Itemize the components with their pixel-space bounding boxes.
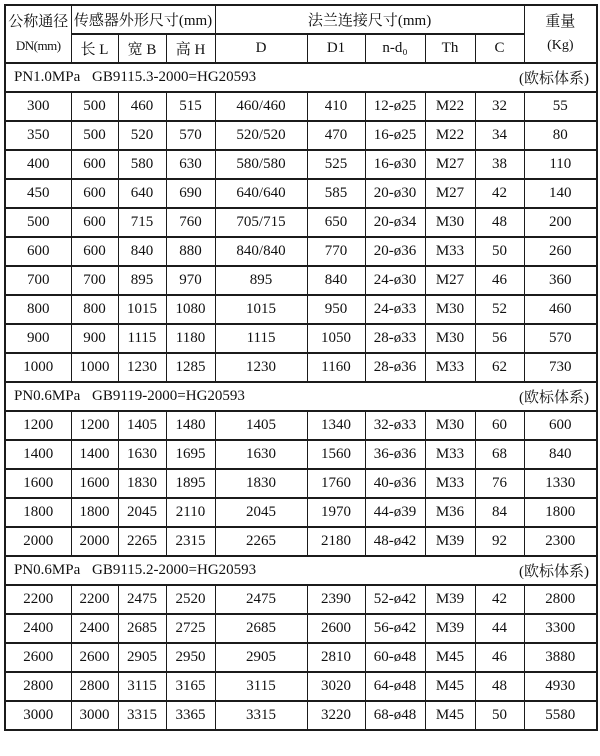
table-cell: 2180	[307, 527, 365, 556]
section-header-content	[6, 386, 596, 407]
table-row	[5, 469, 597, 498]
table-cell: 1405	[118, 411, 166, 440]
table-cell: 46	[475, 643, 524, 672]
table-row	[5, 179, 597, 208]
table-cell: 3020	[307, 672, 365, 701]
header-col-c: C	[475, 34, 524, 63]
table-cell: 1115	[215, 324, 307, 353]
table-cell: 2315	[166, 527, 215, 556]
table-cell: M39	[425, 585, 475, 614]
table-cell: 2475	[118, 585, 166, 614]
table-cell: 1600	[71, 469, 118, 498]
table-cell: M33	[425, 237, 475, 266]
table-cell: 2200	[5, 585, 71, 614]
spec-table	[4, 4, 598, 731]
table-cell: 3880	[524, 643, 597, 672]
table-cell: 600	[71, 150, 118, 179]
table-cell: 1000	[71, 353, 118, 382]
table-cell: 34	[475, 121, 524, 150]
table-cell: 2265	[118, 527, 166, 556]
table-cell: 1050	[307, 324, 365, 353]
standard-code-label: GB9115.2-2000=HG20593	[92, 562, 257, 578]
table-row	[5, 498, 597, 527]
table-cell: 56	[475, 324, 524, 353]
table-cell: 3300	[524, 614, 597, 643]
table-cell: 715	[118, 208, 166, 237]
system-note-label: (欧标体系)	[519, 390, 590, 406]
table-cell: 60-ø48	[365, 643, 425, 672]
header-dn-title: 公称通径	[8, 14, 69, 30]
table-cell: M27	[425, 179, 475, 208]
table-cell: 705/715	[215, 208, 307, 237]
table-cell: 1400	[5, 440, 71, 469]
section-header-content	[6, 560, 596, 581]
section-header-row	[5, 556, 597, 585]
table-cell: 570	[524, 324, 597, 353]
table-cell: 450	[5, 179, 71, 208]
table-cell: 640	[118, 179, 166, 208]
header-row-1	[5, 5, 597, 34]
table-cell: 48	[475, 672, 524, 701]
table-row	[5, 701, 597, 730]
table-cell: 1830	[215, 469, 307, 498]
table-cell: 580/580	[215, 150, 307, 179]
table-cell: 110	[524, 150, 597, 179]
table-cell: 760	[166, 208, 215, 237]
table-cell: 1160	[307, 353, 365, 382]
table-cell: 5580	[524, 701, 597, 730]
header-col-height: 高 H	[166, 34, 215, 63]
header-col-width: 宽 B	[118, 34, 166, 63]
table-cell: 1340	[307, 411, 365, 440]
table-row	[5, 92, 597, 121]
table-row	[5, 353, 597, 382]
table-cell: 1695	[166, 440, 215, 469]
table-cell: 1800	[71, 498, 118, 527]
table-cell: 2045	[215, 498, 307, 527]
table-cell: 1230	[118, 353, 166, 382]
table-cell: M30	[425, 295, 475, 324]
table-cell: 515	[166, 92, 215, 121]
table-cell: 3000	[71, 701, 118, 730]
table-cell: 1330	[524, 469, 597, 498]
table-cell: 2600	[71, 643, 118, 672]
table-cell: 880	[166, 237, 215, 266]
table-cell: 770	[307, 237, 365, 266]
table-cell: 20-ø34	[365, 208, 425, 237]
table-cell: 1600	[5, 469, 71, 498]
table-cell: M30	[425, 208, 475, 237]
table-cell: 44-ø39	[365, 498, 425, 527]
table-cell: 60	[475, 411, 524, 440]
table-row	[5, 411, 597, 440]
table-cell: 1405	[215, 411, 307, 440]
table-row	[5, 585, 597, 614]
table-row	[5, 121, 597, 150]
table-cell: 1480	[166, 411, 215, 440]
table-cell: 360	[524, 266, 597, 295]
pressure-rating-label: PN0.6MPa	[14, 562, 81, 578]
table-cell: 630	[166, 150, 215, 179]
table-cell: 52	[475, 295, 524, 324]
table-cell: M27	[425, 266, 475, 295]
standard-code-label: GB9115.3-2000=HG20593	[92, 69, 257, 85]
table-cell: 2000	[5, 527, 71, 556]
table-cell: 500	[71, 121, 118, 150]
table-cell: 1015	[118, 295, 166, 324]
table-cell: 500	[5, 208, 71, 237]
table-cell: 64-ø48	[365, 672, 425, 701]
table-cell: 840	[524, 440, 597, 469]
table-cell: 2045	[118, 498, 166, 527]
table-cell: 2810	[307, 643, 365, 672]
table-cell: M33	[425, 353, 475, 382]
table-cell: M36	[425, 498, 475, 527]
table-cell: 520	[118, 121, 166, 150]
table-cell: 20-ø30	[365, 179, 425, 208]
table-cell: 2600	[307, 614, 365, 643]
table-cell: 50	[475, 237, 524, 266]
table-cell: 56-ø42	[365, 614, 425, 643]
table-cell: 3220	[307, 701, 365, 730]
table-cell: 470	[307, 121, 365, 150]
table-cell: 3000	[5, 701, 71, 730]
pressure-rating-label: PN0.6MPa	[14, 388, 81, 404]
section-header-row	[5, 382, 597, 411]
table-row	[5, 237, 597, 266]
table-cell: 1000	[5, 353, 71, 382]
table-row	[5, 266, 597, 295]
table-cell: 1800	[5, 498, 71, 527]
table-cell: 2110	[166, 498, 215, 527]
table-cell: 600	[71, 208, 118, 237]
table-cell: 2390	[307, 585, 365, 614]
table-cell: 42	[475, 585, 524, 614]
table-cell: 62	[475, 353, 524, 382]
table-cell: 44	[475, 614, 524, 643]
table-cell: 900	[5, 324, 71, 353]
table-cell: 1830	[118, 469, 166, 498]
header-weight-sub: (Kg)	[547, 38, 574, 53]
table-cell: 48-ø42	[365, 527, 425, 556]
table-cell: 3315	[215, 701, 307, 730]
system-note-label: (欧标体系)	[519, 71, 590, 87]
table-cell: 1285	[166, 353, 215, 382]
table-cell: 580	[118, 150, 166, 179]
table-cell: 20-ø36	[365, 237, 425, 266]
table-cell: 460	[524, 295, 597, 324]
table-cell: 2400	[71, 614, 118, 643]
table-cell: 2800	[5, 672, 71, 701]
header-col-th: Th	[425, 34, 475, 63]
header-weight	[524, 5, 597, 63]
table-cell: 600	[524, 411, 597, 440]
table-cell: 690	[166, 179, 215, 208]
header-row-2	[5, 34, 597, 63]
table-cell: 3315	[118, 701, 166, 730]
table-cell: 38	[475, 150, 524, 179]
table-cell: 700	[71, 266, 118, 295]
table-cell: 68-ø48	[365, 701, 425, 730]
table-cell: M45	[425, 643, 475, 672]
table-header	[5, 5, 597, 63]
table-cell: 950	[307, 295, 365, 324]
section-header-cell	[5, 382, 597, 411]
table-cell: 1630	[118, 440, 166, 469]
table-cell: 1760	[307, 469, 365, 498]
table-row	[5, 672, 597, 701]
table-cell: 520/520	[215, 121, 307, 150]
table-cell: 2300	[524, 527, 597, 556]
table-cell: M39	[425, 527, 475, 556]
table-row	[5, 295, 597, 324]
table-cell: 585	[307, 179, 365, 208]
table-cell: M30	[425, 324, 475, 353]
table-row	[5, 440, 597, 469]
table-cell: 42	[475, 179, 524, 208]
table-cell: 80	[524, 121, 597, 150]
table-cell: 2725	[166, 614, 215, 643]
table-cell: 84	[475, 498, 524, 527]
table-cell: M45	[425, 672, 475, 701]
table-cell: 700	[5, 266, 71, 295]
header-flange-group: 法兰连接尺寸(mm)	[215, 5, 524, 34]
table-cell: 68	[475, 440, 524, 469]
table-cell: M22	[425, 121, 475, 150]
section-header-cell	[5, 63, 597, 92]
header-dn-sub: DN(mm)	[15, 38, 61, 53]
table-cell: 2685	[118, 614, 166, 643]
table-cell: 32	[475, 92, 524, 121]
header-col-nd0: n-d₀	[365, 34, 425, 63]
table-cell: 410	[307, 92, 365, 121]
table-cell: 840	[307, 266, 365, 295]
table-cell: 36-ø36	[365, 440, 425, 469]
standard-code-label: GB9119-2000=HG20593	[92, 388, 245, 404]
table-cell: 525	[307, 150, 365, 179]
table-cell: 1630	[215, 440, 307, 469]
table-cell: 3165	[166, 672, 215, 701]
table-cell: 600	[71, 237, 118, 266]
table-cell: 2950	[166, 643, 215, 672]
table-cell: 3115	[118, 672, 166, 701]
table-cell: 3115	[215, 672, 307, 701]
table-cell: 3365	[166, 701, 215, 730]
pressure-rating-label: PN1.0MPa	[14, 69, 81, 85]
table-cell: 970	[166, 266, 215, 295]
table-row	[5, 643, 597, 672]
table-cell: 1200	[5, 411, 71, 440]
table-cell: 460/460	[215, 92, 307, 121]
table-cell: 200	[524, 208, 597, 237]
section-header-content	[6, 67, 596, 88]
table-cell: 1080	[166, 295, 215, 324]
table-cell: 32-ø33	[365, 411, 425, 440]
table-cell: 48	[475, 208, 524, 237]
table-cell: 2905	[215, 643, 307, 672]
table-cell: M39	[425, 614, 475, 643]
table-cell: 24-ø33	[365, 295, 425, 324]
header-dn	[5, 5, 71, 63]
table-cell: 1230	[215, 353, 307, 382]
table-cell: M33	[425, 469, 475, 498]
table-cell: 1015	[215, 295, 307, 324]
table-cell: 12-ø25	[365, 92, 425, 121]
table-cell: 600	[71, 179, 118, 208]
header-col-length: 长 L	[71, 34, 118, 63]
table-cell: M45	[425, 701, 475, 730]
table-cell: 1895	[166, 469, 215, 498]
table-cell: 2600	[5, 643, 71, 672]
table-cell: 2905	[118, 643, 166, 672]
table-cell: 1560	[307, 440, 365, 469]
table-cell: 1115	[118, 324, 166, 353]
table-row	[5, 150, 597, 179]
table-cell: 50	[475, 701, 524, 730]
table-cell: 350	[5, 121, 71, 150]
table-cell: 16-ø25	[365, 121, 425, 150]
table-cell: 500	[71, 92, 118, 121]
table-cell: 1970	[307, 498, 365, 527]
table-cell: 24-ø30	[365, 266, 425, 295]
table-body	[5, 63, 597, 730]
table-cell: M30	[425, 411, 475, 440]
table-cell: 16-ø30	[365, 150, 425, 179]
header-sensor-group: 传感器外形尺寸(mm)	[71, 5, 215, 34]
table-cell: 640/640	[215, 179, 307, 208]
table-cell: 28-ø33	[365, 324, 425, 353]
table-row	[5, 324, 597, 353]
table-cell: 2400	[5, 614, 71, 643]
table-cell: M33	[425, 440, 475, 469]
table-cell: 840/840	[215, 237, 307, 266]
table-cell: 895	[215, 266, 307, 295]
table-cell: 460	[118, 92, 166, 121]
table-cell: 52-ø42	[365, 585, 425, 614]
section-header-row	[5, 63, 597, 92]
header-col-d1: D1	[307, 34, 365, 63]
system-note-label: (欧标体系)	[519, 564, 590, 580]
header-col-d: D	[215, 34, 307, 63]
table-cell: 2475	[215, 585, 307, 614]
table-cell: 800	[71, 295, 118, 324]
table-cell: 2800	[524, 585, 597, 614]
table-cell: 1400	[71, 440, 118, 469]
table-cell: 800	[5, 295, 71, 324]
table-cell: M27	[425, 150, 475, 179]
table-cell: 40-ø36	[365, 469, 425, 498]
table-cell: 650	[307, 208, 365, 237]
table-cell: 1800	[524, 498, 597, 527]
table-cell: 400	[5, 150, 71, 179]
table-cell: 2520	[166, 585, 215, 614]
table-cell: 2265	[215, 527, 307, 556]
table-cell: 730	[524, 353, 597, 382]
table-cell: 260	[524, 237, 597, 266]
table-cell: 76	[475, 469, 524, 498]
table-cell: 4930	[524, 672, 597, 701]
table-cell: 900	[71, 324, 118, 353]
table-cell: M22	[425, 92, 475, 121]
table-cell: 2685	[215, 614, 307, 643]
table-cell: 1180	[166, 324, 215, 353]
table-row	[5, 614, 597, 643]
table-row	[5, 208, 597, 237]
table-cell: 600	[5, 237, 71, 266]
table-cell: 300	[5, 92, 71, 121]
table-cell: 2000	[71, 527, 118, 556]
table-cell: 140	[524, 179, 597, 208]
table-cell: 895	[118, 266, 166, 295]
table-cell: 55	[524, 92, 597, 121]
table-row	[5, 527, 597, 556]
table-cell: 46	[475, 266, 524, 295]
table-cell: 840	[118, 237, 166, 266]
table-cell: 1200	[71, 411, 118, 440]
header-weight-title: 重量	[545, 14, 576, 30]
table-cell: 28-ø36	[365, 353, 425, 382]
table-cell: 92	[475, 527, 524, 556]
table-cell: 2200	[71, 585, 118, 614]
table-cell: 2800	[71, 672, 118, 701]
table-cell: 570	[166, 121, 215, 150]
section-header-cell	[5, 556, 597, 585]
